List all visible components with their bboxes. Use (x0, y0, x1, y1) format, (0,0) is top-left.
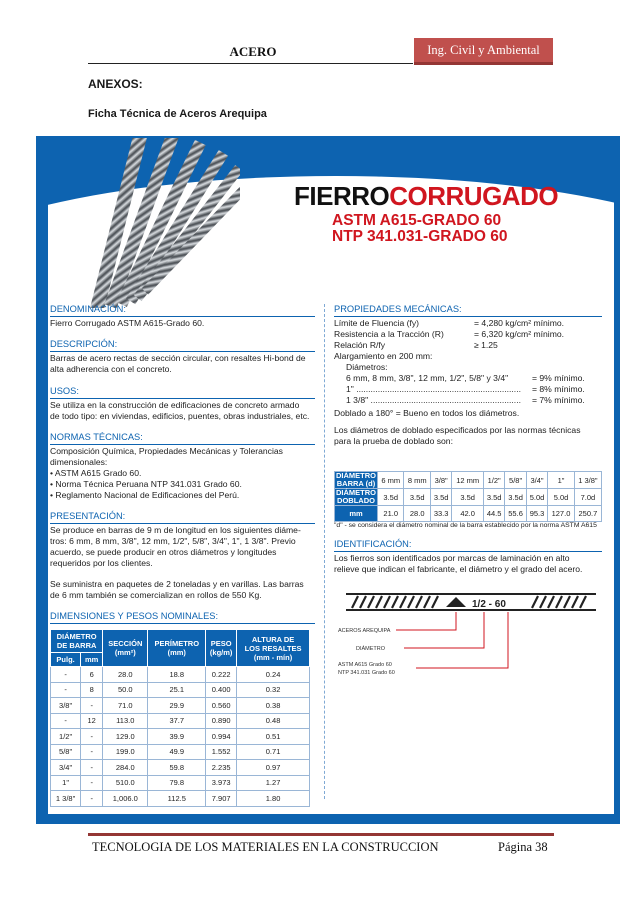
section-rule (50, 623, 315, 624)
table-cell: - (51, 667, 81, 683)
header-text: DIÁMETRO (56, 632, 97, 641)
section-rule (50, 523, 315, 524)
table-cell: 0.400 (206, 682, 237, 698)
table-cell: 3/8" (51, 698, 81, 714)
fluencia-label: Límite de Fluencia (fy) (334, 318, 420, 328)
col-header-peso (206, 630, 237, 667)
table-cell: 127.0 (548, 506, 575, 522)
presentacion-line: tros: 6 mm, 8 mm, 3/8", 12 mm, 1/2", 5/8", 3/4", 1", 1 3/8". Previo (50, 536, 296, 546)
callout-lines (396, 612, 508, 668)
table-cell: 5/8" (505, 472, 526, 489)
table-cell: - (81, 760, 103, 776)
table-cell: 12 (81, 713, 103, 729)
callout-ntp: NTP 341.031 Grado 60 (338, 670, 395, 676)
col-header-mm: mm (81, 653, 103, 667)
elongation-label-1: 6 mm, 8 mm, 3/8", 12 mm, 1/2", 5/8" y 3/4" (346, 373, 509, 383)
table-row (51, 682, 310, 698)
usos-line: de todo tipo: en viviendas, edificios, puentes, obras industriales, etc. (50, 411, 310, 421)
table-cell: 28.0 (404, 506, 430, 522)
table-row (51, 713, 310, 729)
usos-heading: USOS: (50, 386, 79, 396)
table-cell: 3/4" (51, 760, 81, 776)
table-cell: 1/2" (483, 472, 504, 489)
presentacion-line: acuerdo, se puede producir en otros diámetros y longitudes (50, 547, 277, 557)
table-cell: 3.5d (483, 489, 504, 506)
table-cell: 55.6 (505, 506, 526, 522)
table-cell: 0.51 (237, 729, 310, 745)
denominacion-heading: DENOMINACIÓN: (50, 304, 126, 314)
table-cell: 49.9 (148, 744, 206, 760)
doblado-text: Doblado a 180° = Bueno en todos los diámetros. (334, 408, 520, 418)
table-row (51, 729, 310, 745)
table-cell: 0.994 (206, 729, 237, 745)
elongation-value-1: = 9% mínimo. (532, 373, 585, 383)
table-cell: 2.235 (206, 760, 237, 776)
section-rule (50, 398, 315, 399)
col-header-perimetro (148, 630, 206, 667)
section-rule (334, 551, 602, 552)
table-cell: 0.890 (206, 713, 237, 729)
table-cell: 1 3/8" (574, 472, 601, 489)
normas-line: • Reglamento Nacional de Edificaciones del Perú. (50, 490, 240, 500)
table-cell: 7.0d (574, 489, 601, 506)
header-text: SECCIÓN (108, 639, 143, 648)
presentacion-line: Se produce en barras de 9 m de longitud en los siguientes diáme- (50, 525, 301, 535)
product-title-part1: FIERRO (294, 181, 390, 211)
header-title: ACERO (229, 44, 277, 59)
bottom-border (36, 814, 620, 824)
header-text: PESO (210, 639, 232, 648)
fluencia-value: = 4,280 kg/cm² mínimo. (474, 318, 565, 328)
footer-rule (88, 833, 554, 836)
table-cell: - (81, 791, 103, 807)
right-border (614, 136, 620, 824)
col-header-pulg: Pulg. (51, 653, 81, 667)
row-header-mm: mm (335, 506, 378, 522)
elongation-value-2: = 8% mínimo. (532, 384, 585, 394)
header-text: ALTURA DE (251, 634, 295, 644)
header-text: (mm - mín) (253, 652, 293, 662)
usos-line: Se utiliza en la construcción de edificaciones de concreto armado (50, 400, 300, 410)
dimensions-table (50, 629, 310, 807)
callout-manufacturer: ACEROS AREQUIPA (338, 628, 391, 634)
identificacion-heading: IDENTIFICACIÓN: (334, 539, 412, 549)
table-cell: 8 (81, 682, 103, 698)
table-cell: 3.5d (378, 489, 404, 506)
table-cell: 5/8" (51, 744, 81, 760)
callout-astm: ASTM A615 Grado 60 (338, 662, 392, 668)
relacion-value: ≥ 1.25 (474, 340, 498, 350)
table-cell: - (51, 682, 81, 698)
doblado-desc-line: para la prueba de doblado son: (334, 436, 453, 446)
denominacion-text: Fierro Corrugado ASTM A615-Grado 60. (50, 318, 205, 328)
dimensiones-heading: DIMENSIONES Y PESOS NOMINALES: (50, 611, 219, 621)
doblado-desc-line: Los diámetros de doblado especificados por las normas técnicas (334, 425, 581, 435)
normas-heading: NORMAS TÉCNICAS: (50, 432, 143, 442)
column-divider (324, 304, 325, 799)
table-cell: 1" (51, 775, 81, 791)
header-text: (mm) (167, 648, 186, 657)
elongation-label-3: 1 3/8" ............................................................... (346, 395, 521, 405)
footer-course-title: TECNOLOGIA DE LOS MATERIALES EN LA CONSTRUCCION (92, 840, 439, 854)
table-cell: - (81, 775, 103, 791)
propiedades-heading: PROPIEDADES MECÁNICAS: (334, 304, 462, 314)
table-row (51, 791, 310, 807)
table-cell: - (81, 698, 103, 714)
table-cell: 5.0d (526, 489, 547, 506)
table-cell: 1,006.0 (103, 791, 148, 807)
normas-line: • Norma Técnica Peruana NTP 341.031 Grado 60. (50, 479, 242, 489)
rebar-marking-diagram (336, 586, 606, 696)
table-row (335, 472, 602, 489)
table-cell: 1.552 (206, 744, 237, 760)
annex-heading: ANEXOS: (88, 77, 143, 91)
col-header-diametro (51, 630, 103, 653)
table-cell: 0.32 (237, 682, 310, 698)
identificacion-line: relieve que indican el fabricante, el diámetro y el grado del acero. (334, 564, 583, 574)
table-cell: 284.0 (103, 760, 148, 776)
table-cell: 3.5d (404, 489, 430, 506)
table-cell: - (81, 729, 103, 745)
section-rule (50, 351, 315, 352)
footer-page-number: Página 38 (498, 840, 548, 854)
table-cell: 0.560 (206, 698, 237, 714)
table-cell: 1.80 (237, 791, 310, 807)
table-cell: 129.0 (103, 729, 148, 745)
table-cell: 112.5 (148, 791, 206, 807)
diametros-label: Diámetros: (346, 362, 388, 372)
resistencia-value: = 6,320 kg/cm² mínimo. (474, 329, 565, 339)
table-cell: 71.0 (103, 698, 148, 714)
table-cell: 12 mm (452, 472, 484, 489)
table-cell: 6 (81, 667, 103, 683)
table-cell: 21.0 (378, 506, 404, 522)
table-row (51, 667, 310, 683)
table-cell: 50.0 (103, 682, 148, 698)
table-cell: 199.0 (103, 744, 148, 760)
table-cell: 95.3 (526, 506, 547, 522)
table-row (335, 489, 602, 506)
bar-marking-text: 1/2 - 60 (472, 599, 506, 610)
table-row (51, 744, 310, 760)
table-cell: 113.0 (103, 713, 148, 729)
table-cell: 3.5d (452, 489, 484, 506)
table-cell: 18.8 (148, 667, 206, 683)
descripcion-heading: DESCRIPCIÓN: (50, 339, 118, 349)
table-cell: 510.0 (103, 775, 148, 791)
table-cell: 0.48 (237, 713, 310, 729)
table-cell: 29.9 (148, 698, 206, 714)
annex-subtitle: Ficha Técnica de Aceros Arequipa (88, 108, 267, 120)
table-cell: 0.97 (237, 760, 310, 776)
section-rule (50, 316, 315, 317)
header-text: (mm²) (114, 648, 136, 657)
descripcion-line: Barras de acero rectas de sección circular, con resaltes Hi-bond de (50, 353, 306, 363)
product-title-part2: CORRUGADO (389, 181, 559, 211)
descripcion-line: alta adherencia con el concreto. (50, 364, 172, 374)
paquetes-line: Se suministra en paquetes de 2 toneladas y en varillas. Las barras (50, 579, 304, 589)
section-rule (50, 444, 315, 445)
bend-diameter-table (334, 471, 602, 522)
header-text: LOS RESALTES (244, 643, 302, 653)
header-text: DOBLADO (337, 496, 375, 505)
table-cell: 39.9 (148, 729, 206, 745)
table-cell: 3.5d (430, 489, 451, 506)
presentacion-line: requeridos por los clientes. (50, 558, 153, 568)
row-header-diametro-doblado (335, 489, 378, 506)
table-cell: 25.1 (148, 682, 206, 698)
table-cell: 1/2" (51, 729, 81, 745)
product-title (294, 181, 558, 212)
header-text: DE BARRA (56, 641, 97, 650)
presentacion-heading: PRESENTACIÓN: (50, 511, 126, 521)
header-rule (88, 63, 413, 64)
table-row (51, 698, 310, 714)
table-cell: 1.27 (237, 775, 310, 791)
table-cell: 6 mm (378, 472, 404, 489)
header-text: DIÁMETRO (336, 488, 376, 497)
table-cell: 3/8" (430, 472, 451, 489)
product-standard-ntp: NTP 341.031-GRADO 60 (332, 228, 508, 245)
resistencia-label: Resistencia a la Tracción (R) (334, 329, 444, 339)
table-cell: 1 3/8" (51, 791, 81, 807)
table-cell: 42.0 (452, 506, 484, 522)
table-cell: 8 mm (404, 472, 430, 489)
table-cell: 3.5d (505, 489, 526, 506)
table-cell: 3/4" (526, 472, 547, 489)
identificacion-line: Los fierros son identificados por marcas de laminación en alto (334, 553, 570, 563)
table-cell: 79.8 (148, 775, 206, 791)
row-header-diametro-barra (335, 472, 378, 489)
table-row (51, 775, 310, 791)
table-cell: 0.71 (237, 744, 310, 760)
section-rule (334, 316, 602, 317)
table-cell: 0.24 (237, 667, 310, 683)
left-border (36, 136, 48, 824)
elongation-label-2: 1" ..................................................................... (346, 384, 521, 394)
elongation-value-3: = 7% mínimo. (532, 395, 585, 405)
rebar-bundle-image (50, 138, 240, 308)
table-row (51, 760, 310, 776)
header-text: BARRA (d) (336, 479, 376, 488)
table-row (335, 506, 602, 522)
table-cell: 1" (548, 472, 575, 489)
rebar-bars (88, 138, 240, 308)
table-cell: - (81, 744, 103, 760)
bend-table-note: "d" - se considera el diámetro nominal de la barra establecido por la norma ASTM A615 (334, 522, 597, 529)
table-cell: 3.973 (206, 775, 237, 791)
col-header-seccion (103, 630, 148, 667)
table-cell: 59.8 (148, 760, 206, 776)
alargamiento-text: Alargamiento en 200 mm: (334, 351, 433, 361)
table-cell: 28.0 (103, 667, 148, 683)
table-cell: 250.7 (574, 506, 601, 522)
table-cell: 37.7 (148, 713, 206, 729)
table-cell: 33.3 (430, 506, 451, 522)
callout-diameter: DIÁMETRO (356, 646, 386, 652)
table-cell: 7.907 (206, 791, 237, 807)
header-text: PERÍMETRO (154, 639, 200, 648)
header-badge: Ing. Civil y Ambiental (414, 38, 553, 65)
table-cell: 0.38 (237, 698, 310, 714)
col-header-altura (237, 630, 310, 667)
normas-line: dimensionales: (50, 457, 108, 467)
manufacturer-logo-mark (446, 597, 466, 607)
table-cell: 0.222 (206, 667, 237, 683)
table-cell: - (51, 713, 81, 729)
bar-ribs (352, 596, 586, 608)
product-datasheet (36, 136, 620, 824)
relacion-label: Relación R/fy (334, 340, 386, 350)
normas-line: Composición Química, Propiedades Mecánicas y Tolerancias (50, 446, 283, 456)
product-standard-astm: ASTM A615-GRADO 60 (332, 212, 502, 229)
table-cell: 44.5 (483, 506, 504, 522)
header-text: (kg/m) (209, 648, 233, 657)
normas-line: • ASTM A615 Grado 60. (50, 468, 142, 478)
header-text: DIÁMETRO (336, 471, 376, 480)
paquetes-line: de 6 mm también se comercializan en rollos de 550 Kg. (50, 590, 262, 600)
table-cell: 5.0d (548, 489, 575, 506)
